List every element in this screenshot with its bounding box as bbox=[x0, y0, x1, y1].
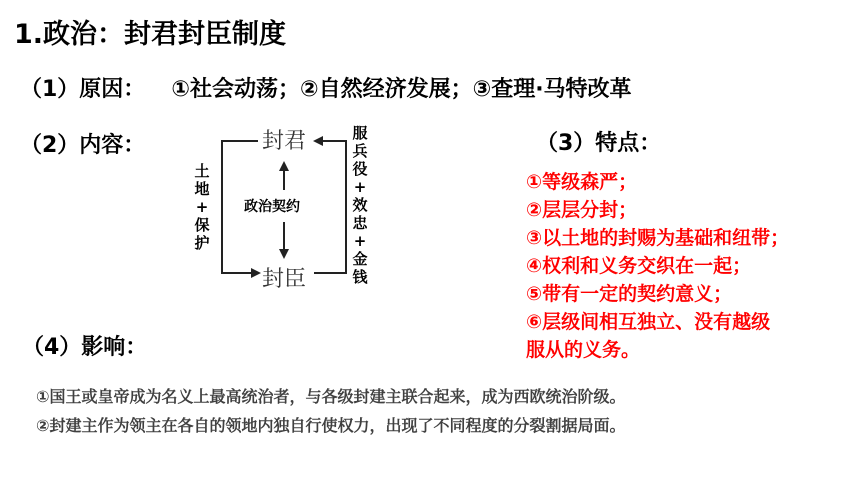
impact-label: （4）影响： bbox=[22, 335, 148, 360]
impact-list bbox=[36, 382, 626, 440]
feature-item: 服从的义务。 bbox=[526, 339, 641, 361]
feature-item: ②层层分封； bbox=[526, 199, 638, 221]
features-label: （3）特点： bbox=[536, 131, 662, 156]
reasons-text: ①社会动荡；②自然经济发展；③查理·马特改革 bbox=[171, 77, 632, 102]
feature-item: ③以土地的封赐为基础和纽带； bbox=[526, 227, 790, 249]
page-title: 1.政治：封君封臣制度 bbox=[14, 19, 287, 50]
diagram-right-text: 服 兵 役 + 效 忠 + 金 钱 bbox=[352, 124, 368, 286]
feature-item: ①等级森严； bbox=[526, 171, 638, 193]
features-list bbox=[526, 168, 856, 364]
feature-item: ⑥层级间相互独立、没有越级 bbox=[526, 311, 771, 333]
impact-item: ②封建主作为领主在各自的领地内独自行使权力，出现了不同程度的分裂割据局面。 bbox=[36, 416, 626, 435]
impact-item: ①国王或皇帝成为名义上最高统治者，与各级封建主联合起来，成为西欧统治阶级。 bbox=[36, 387, 626, 406]
diagram-vassal: 封臣 bbox=[262, 267, 307, 292]
diagram-contract: 政治契约 bbox=[244, 199, 300, 215]
diagram-lord: 封君 bbox=[262, 129, 307, 154]
diagram-left-text: 土 地 + 保 护 bbox=[194, 162, 210, 252]
feature-item: ⑤带有一定的契约意义； bbox=[526, 283, 733, 305]
content-label: （2）内容： bbox=[20, 133, 146, 158]
reasons-label: （1）原因： bbox=[20, 77, 146, 102]
right-flow-line bbox=[314, 141, 346, 273]
feature-item: ④权利和义务交织在一起； bbox=[526, 255, 752, 277]
